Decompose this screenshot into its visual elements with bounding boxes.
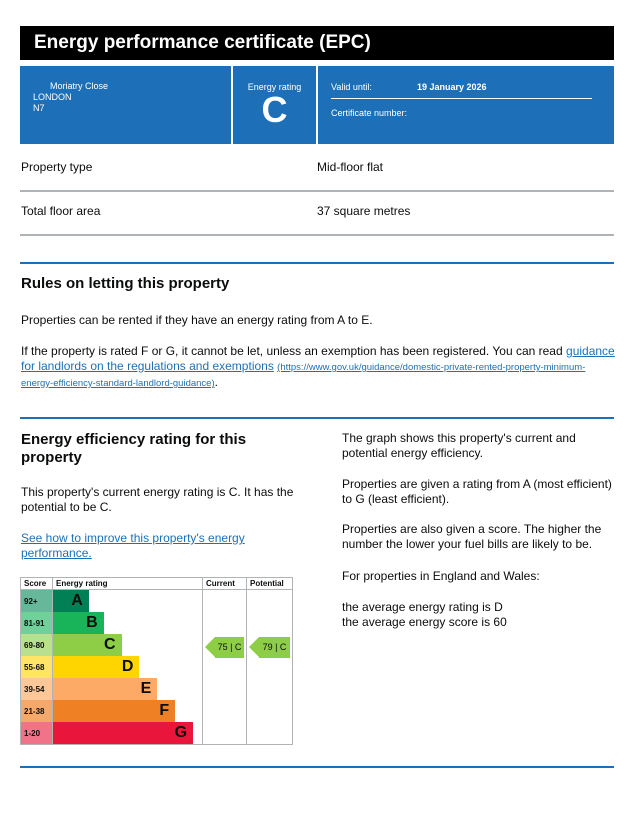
rating-letter: C	[261, 89, 288, 130]
band-bar-cell	[53, 590, 203, 613]
efficiency-heading: Energy efficiency rating for this property	[21, 431, 247, 466]
band-bar-e: E	[53, 678, 157, 700]
property-type-label: Property type	[21, 160, 93, 174]
rating-band-row	[21, 700, 293, 722]
band-score-a: 92+	[21, 590, 53, 613]
address-line-3: N7	[33, 103, 45, 113]
landlord-guidance-link[interactable]: guidance for landlords on the regulations and exemptions	[21, 344, 615, 373]
improve-performance-link[interactable]: See how to improve this property's energy performance.	[21, 531, 245, 560]
validity-block	[318, 66, 614, 144]
band-score-b: 81-91	[21, 612, 53, 634]
certificate-number-label: Certificate number:	[331, 108, 408, 118]
section-divider	[20, 262, 614, 264]
potential-cell	[247, 634, 293, 656]
letting-para-2-end: .	[214, 375, 218, 389]
certificate-header	[20, 66, 614, 144]
potential-cell	[247, 700, 293, 722]
potential-cell	[247, 722, 293, 745]
current-cell	[203, 590, 247, 613]
band-bar-cell	[53, 722, 203, 745]
current-cell	[203, 722, 247, 745]
potential-rating-arrow: 79 | C	[259, 637, 290, 658]
property-type-value: Mid-floor flat	[317, 160, 384, 174]
address-line-1: Moriatry Close	[50, 81, 109, 91]
band-bar-cell	[53, 612, 203, 634]
floor-area-row	[20, 187, 614, 236]
england-wales-label: For properties in England and Wales:	[342, 569, 540, 583]
rating-band-row	[21, 722, 293, 745]
potential-cell	[247, 612, 293, 634]
rating-band-row	[21, 634, 293, 656]
landlord-guidance-url[interactable]: (https://www.gov.uk/guidance/domestic-private-rented-property-minimum-energy-efficiency-standard-landlord-guidance)	[21, 362, 586, 389]
band-score-d: 55-68	[21, 656, 53, 678]
rating-band-row	[21, 678, 293, 700]
rating-band-row	[21, 656, 293, 678]
band-bar-b: B	[53, 612, 104, 634]
potential-cell	[247, 590, 293, 613]
floor-area-label: Total floor area	[21, 204, 101, 218]
rating-band-row	[21, 612, 293, 634]
band-bar-cell	[53, 678, 203, 700]
current-cell	[203, 700, 247, 722]
section-divider	[20, 417, 614, 419]
current-cell	[203, 612, 247, 634]
band-bar-d: D	[53, 656, 139, 678]
score-explanation: Properties are also given a score. The higher the number the lower your fuel bills are likely to be.	[342, 522, 602, 551]
band-bar-cell	[53, 700, 203, 722]
rating-block	[233, 66, 318, 144]
address-block	[20, 66, 233, 144]
band-bar-c: C	[53, 634, 122, 656]
potential-header: Potential	[247, 578, 293, 590]
average-score-text: the average energy score is 60	[342, 615, 507, 629]
score-header: Score	[21, 578, 53, 590]
band-bar-a: A	[53, 590, 89, 612]
rating-label: Energy rating	[247, 82, 302, 92]
band-bar-cell	[53, 634, 203, 656]
section-divider	[20, 766, 614, 768]
band-score-f: 21-38	[21, 700, 53, 722]
rating-band-row	[21, 590, 293, 613]
letting-heading: Rules on letting this property	[21, 275, 230, 292]
energy-rating-header: Energy rating	[53, 578, 203, 590]
current-cell	[203, 678, 247, 700]
letting-para-1: Properties can be rented if they have an energy rating from A to E.	[21, 313, 373, 327]
band-bar-cell	[53, 656, 203, 678]
floor-area-value: 37 square metres	[317, 204, 411, 218]
graph-explanation: The graph shows this property's current and potential energy efficiency.	[342, 431, 576, 460]
band-bar-g: G	[53, 722, 193, 744]
potential-cell	[247, 656, 293, 678]
rating-explanation: Properties are given a rating from A (most efficient) to G (least efficient).	[342, 477, 612, 506]
letting-para-2	[21, 344, 615, 391]
letting-para-2-text: If the property is rated F or G, it cannot be let, unless an exemption has been registered. You can read	[21, 344, 563, 358]
current-cell	[203, 656, 247, 678]
valid-until-label: Valid until:	[331, 82, 372, 92]
address-line-2: LONDON	[33, 92, 72, 102]
current-header: Current	[203, 578, 247, 590]
average-rating-text: the average energy rating is D	[342, 600, 503, 614]
band-score-g: 1-20	[21, 722, 53, 745]
page-title: Energy performance certificate (EPC)	[20, 26, 614, 60]
current-rating-arrow: 75 | C	[215, 637, 244, 658]
current-cell	[203, 634, 247, 656]
potential-cell	[247, 678, 293, 700]
band-score-e: 39-54	[21, 678, 53, 700]
current-rating-text: This property's current energy rating is C. It has the potential to be C.	[21, 485, 294, 514]
valid-until-value: 19 January 2026	[417, 82, 487, 92]
band-score-c: 69-80	[21, 634, 53, 656]
band-bar-f: F	[53, 700, 175, 722]
energy-rating-chart	[20, 577, 293, 745]
property-type-row	[20, 143, 614, 192]
